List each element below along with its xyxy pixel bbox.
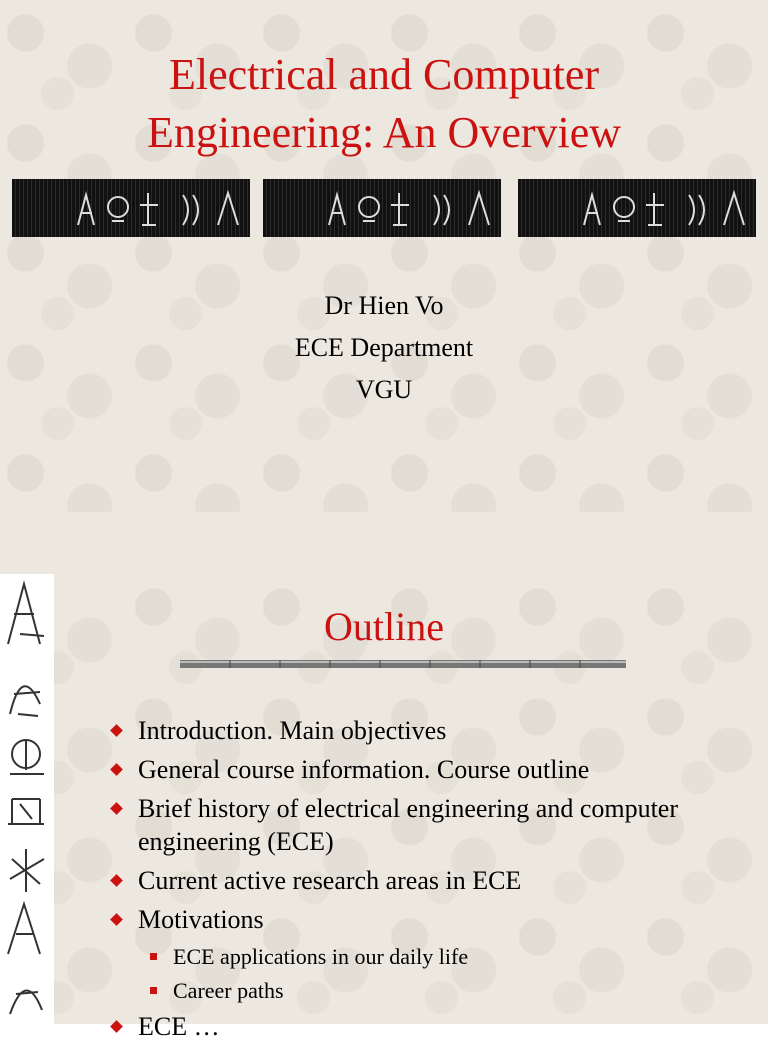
decorative-figure-icon	[574, 185, 754, 231]
institution: VGU	[355, 375, 413, 404]
list-item	[112, 753, 732, 786]
diamond-bullet-icon	[110, 724, 123, 737]
diamond-bullet-icon	[110, 1020, 123, 1033]
sub-list-item-text: Career paths	[173, 978, 284, 1003]
decorative-figure-icon	[319, 185, 499, 231]
sub-list-item	[112, 976, 732, 1006]
decorative-banner	[12, 179, 756, 237]
slide-gap	[0, 512, 768, 574]
title-divider	[180, 660, 626, 668]
slide-title: Outline	[324, 604, 444, 649]
square-bullet-icon	[150, 987, 157, 994]
list-item-text: General course information. Course outline	[138, 755, 590, 784]
department: ECE Department	[294, 333, 474, 362]
banner-panel	[263, 179, 501, 237]
list-item	[112, 714, 732, 747]
outline-list	[112, 714, 732, 1049]
diamond-bullet-icon	[110, 763, 123, 776]
sub-list-item	[112, 942, 732, 972]
list-item-text: Brief history of electrical engineering and computer engineering (ECE)	[138, 794, 679, 856]
title-line-2: Engineering: An Overview	[146, 108, 622, 157]
title-slide	[0, 0, 768, 512]
square-bullet-icon	[150, 953, 157, 960]
sub-list-item-text: ECE applications in our daily life	[173, 944, 469, 969]
list-item	[112, 1010, 732, 1043]
list-item	[112, 903, 732, 936]
list-item-text: Introduction. Main objectives	[138, 716, 447, 745]
list-item-text: ECE …	[138, 1012, 220, 1041]
list-item-text: Motivations	[138, 905, 264, 934]
list-item-text: Current active research areas in ECE	[138, 866, 522, 895]
author-name: Dr Hien Vo	[324, 291, 444, 320]
title-line-1: Electrical and Computer	[168, 50, 600, 99]
banner-panel	[12, 179, 250, 237]
diamond-bullet-icon	[110, 874, 123, 887]
author-block	[0, 285, 768, 411]
outline-slide	[0, 574, 768, 1041]
list-item	[112, 864, 732, 897]
decorative-figure-icon	[68, 185, 248, 231]
diamond-bullet-icon	[110, 913, 123, 926]
banner-panel	[518, 179, 756, 237]
list-item	[112, 792, 732, 858]
diamond-bullet-icon	[110, 802, 123, 815]
slide-title	[0, 46, 768, 162]
